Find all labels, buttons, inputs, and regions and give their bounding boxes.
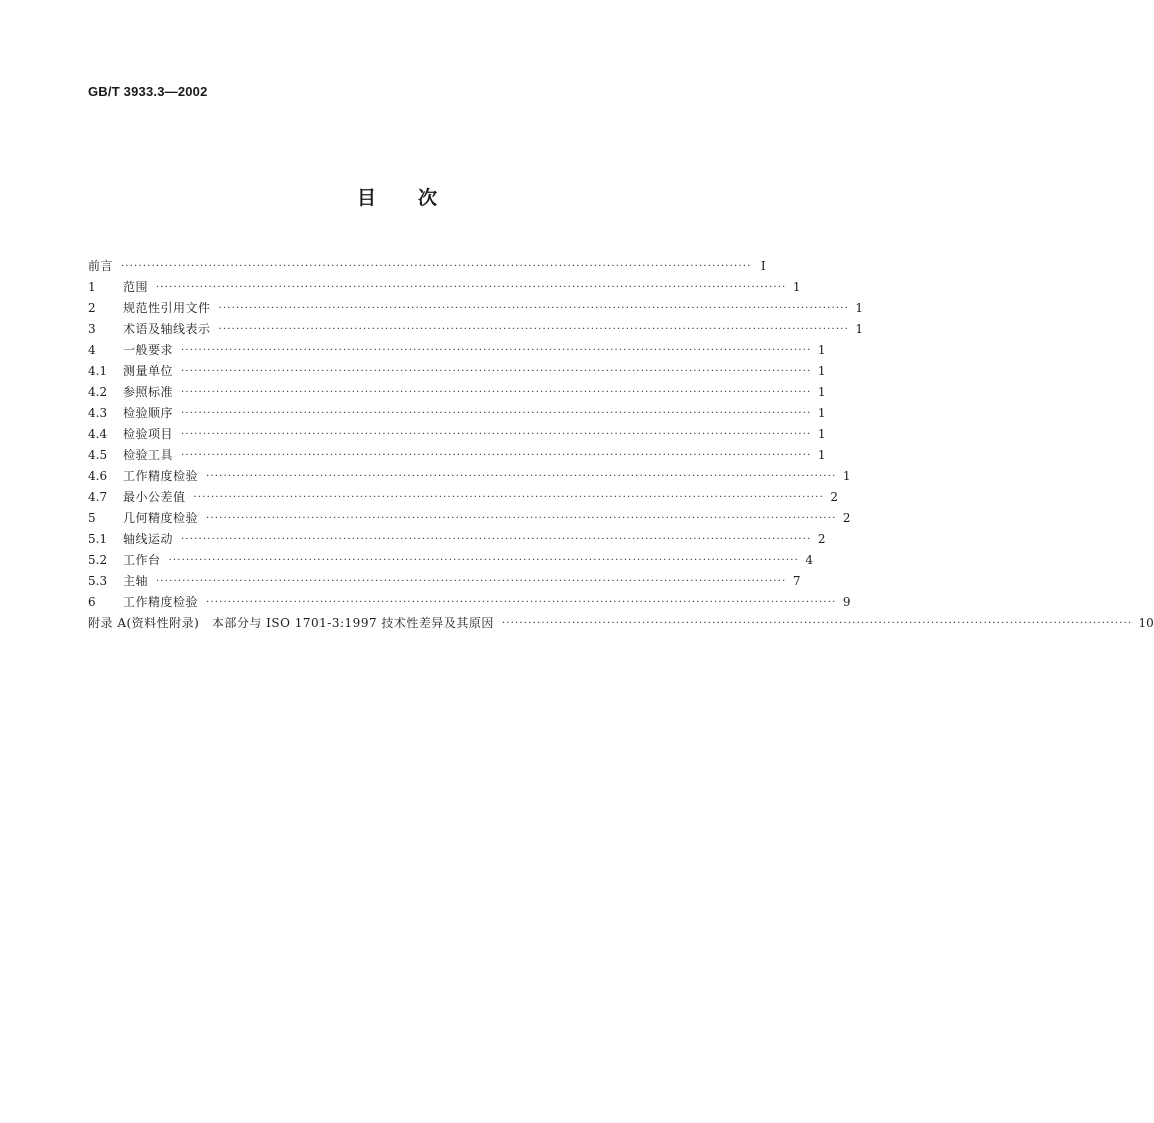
toc-entry-label: 测量单位 [123,364,174,378]
toc-entry-label: 工作精度检验 [123,469,199,483]
toc-entry-label: 主轴 [123,574,149,588]
toc-entry-4-6[interactable] [88,466,851,487]
toc-entry-page: 10 [1138,616,1154,630]
toc-entry-label: 几何精度检验 [123,511,199,525]
toc-entry-page: 1 [817,385,826,399]
dot-leader: ················································································································································ [501,618,1133,629]
toc-entry-page: 1 [817,427,826,441]
dot-leader: ················································································································································ [206,471,837,482]
toc-entry-page: 1 [817,448,826,462]
dot-leader: ················································································································································ [181,408,812,419]
toc-entry-page: 1 [817,364,826,378]
dot-leader: ················································································································································ [181,450,812,461]
toc-entry-number: 5 [88,511,96,525]
table-of-contents [88,256,1154,634]
toc-entry-3[interactable] [88,319,864,340]
toc-entry-page: 1 [817,343,826,357]
toc-entry-page: 2 [842,511,851,525]
dot-leader: ················································································································································ [206,513,837,524]
toc-entry-number: 4.3 [88,406,108,420]
toc-entry-label: 轴线运动 [123,532,174,546]
toc-entry-label: 规范性引用文件 [123,301,211,315]
toc-entry-label: 参照标准 [123,385,174,399]
toc-entry-page: 1 [842,469,851,483]
toc-entry-number: 4 [88,343,96,357]
dot-leader: ················································································································································ [218,303,850,314]
toc-entry-number: 5.1 [88,532,108,546]
toc-entry-page: 7 [792,574,801,588]
toc-entry-4-5[interactable] [88,445,826,466]
toc-entry-number: 5.2 [88,553,108,567]
toc-entry-1[interactable] [88,277,801,298]
toc-entry-page: 1 [855,301,864,315]
toc-entry-number: 5.3 [88,574,108,588]
dot-leader: ················································································································································ [181,534,812,545]
dot-leader: ················································································································································ [181,429,812,440]
dot-leader: ················································································································································ [121,261,752,272]
title-char-1: 目 [356,187,376,209]
toc-entry-4-7[interactable] [88,487,839,508]
toc-entry-4-2[interactable] [88,382,826,403]
toc-entry-label: 范围 [123,280,149,294]
toc-entry-label: 最小公差值 [123,490,186,504]
toc-entry-5-1[interactable] [88,529,826,550]
toc-entry-page: Ⅰ [760,259,766,273]
toc-entry-page: 1 [817,406,826,420]
toc-entry-5-3[interactable] [88,571,801,592]
toc-entry-foreword[interactable] [88,256,766,277]
dot-leader: ················································································································································ [156,282,787,293]
toc-entry-page: 2 [817,532,826,546]
dot-leader: ················································································································································ [181,366,812,377]
toc-entry-number: 4.4 [88,427,108,441]
toc-entry-label: 检验顺序 [123,406,174,420]
toc-entry-page: 9 [842,595,851,609]
toc-entry-page: 1 [855,322,864,336]
toc-entry-4[interactable] [88,340,826,361]
dot-leader: ················································································································································ [181,345,812,356]
toc-entry-number: 4.2 [88,385,108,399]
toc-entry-4-1[interactable] [88,361,826,382]
toc-entry-label: 附录 A(资料性附录) 本部分与 ISO 1701-3:1997 技术性差异及其原因 [88,616,494,630]
standard-code: GB/T 3933.3—2002 [88,84,208,99]
dot-leader: ················································································································································ [181,387,812,398]
toc-entry-2[interactable] [88,298,864,319]
toc-entry-label: 检验工具 [123,448,174,462]
toc-entry-6[interactable] [88,592,851,613]
toc-entry-number: 6 [88,595,96,609]
page-title [0,183,794,210]
dot-leader: ················································································································································ [218,324,850,335]
toc-entry-number: 4.7 [88,490,108,504]
toc-entry-page: 1 [792,280,801,294]
toc-entry-label: 工作台 [123,553,161,567]
toc-entry-number: 4.1 [88,364,108,378]
toc-entry-appendix-a[interactable] [88,613,1154,634]
toc-entry-number: 1 [88,280,96,294]
dot-leader: ················································································································································ [168,555,800,566]
toc-entry-label: 一般要求 [123,343,174,357]
toc-entry-number: 3 [88,322,96,336]
toc-entry-label: 术语及轴线表示 [123,322,211,336]
toc-entry-5[interactable] [88,508,851,529]
toc-entry-label: 工作精度检验 [123,595,199,609]
toc-entry-label: 前言 [88,259,114,273]
toc-entry-5-2[interactable] [88,550,814,571]
toc-entry-number: 4.5 [88,448,108,462]
toc-entry-number: 4.6 [88,469,108,483]
toc-entry-page: 4 [805,553,814,567]
dot-leader: ················································································································································ [193,492,825,503]
toc-entry-4-4[interactable] [88,424,826,445]
toc-entry-number: 2 [88,301,96,315]
dot-leader: ················································································································································ [206,597,837,608]
toc-entry-page: 2 [830,490,839,504]
toc-entry-4-3[interactable] [88,403,826,424]
dot-leader: ················································································································································ [156,576,787,587]
title-char-2: 次 [418,187,438,209]
toc-entry-label: 检验项目 [123,427,174,441]
